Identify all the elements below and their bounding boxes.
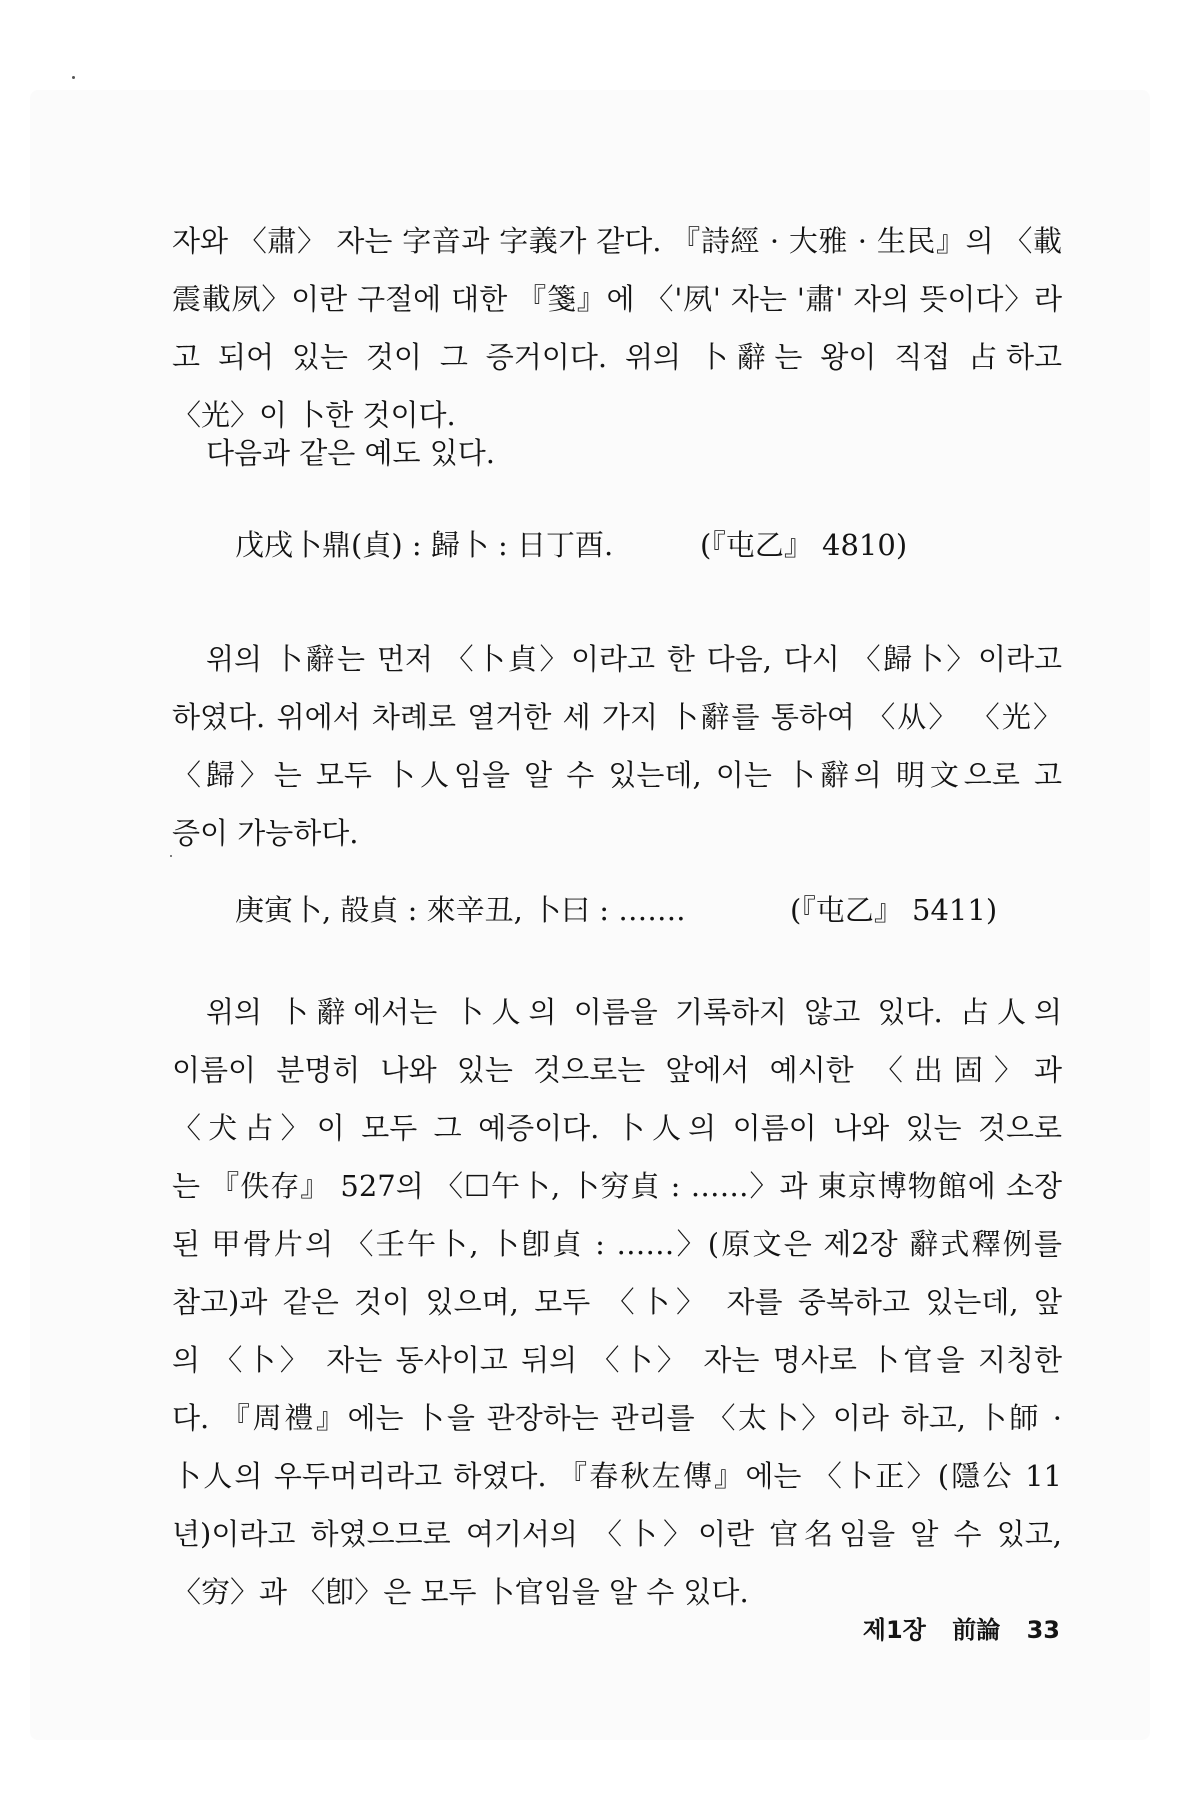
text-line: 卜人의 우두머리라고 하였다. 『春秋左傳』에는 〈卜正〉(隱公 11: [172, 1459, 1062, 1493]
citation-source: (『屯乙』 5411): [790, 893, 998, 927]
paragraph-1: [172, 212, 1062, 444]
text-line: 된 甲骨片의 〈壬午卜, 卜卽貞 : ……〉(原文은 제2장 辭式釋例를: [172, 1227, 1062, 1261]
text-line: 〈犬占〉이 모두 그 예증이다. 卜人의 이름이 나와 있는 것으로: [172, 1111, 1062, 1145]
text-line: 위의 卜辭는 먼저 〈卜貞〉이라고 한 다음, 다시 〈歸卜〉이라고: [206, 642, 1062, 676]
oracle-inscription: 庚寅卜, 㱿貞 : 來辛丑, 卜曰 : …….: [235, 893, 686, 927]
text-line: 위의 卜辭에서는 卜人의 이름을 기록하지 않고 있다. 占人의: [206, 995, 1062, 1029]
text-line: 다. 『周禮』에는 卜을 관장하는 관리를 〈太卜〉이라 하고, 卜師 ·: [172, 1401, 1062, 1435]
page-footer: [863, 1610, 1060, 1645]
text-line: 년)이라고 하였으므로 여기서의 〈卜〉이란 官名임을 알 수 있고,: [172, 1517, 1062, 1551]
scan-speck: [72, 76, 75, 79]
paragraph-3: [172, 630, 1062, 862]
text-line: 참고)과 같은 것이 있으며, 모두 〈卜〉 자를 중복하고 있는데, 앞: [172, 1285, 1062, 1319]
text-line: 다음과 같은 예도 있다.: [206, 436, 495, 470]
chapter-title: 前論: [952, 1616, 1001, 1644]
oracle-inscription: 戊戌卜鼎(貞) : 歸卜 : 日丁酉.: [235, 528, 614, 562]
text-line: 하였다. 위에서 차례로 열거한 세 가지 卜辭를 통하여 〈从〉 〈光〉: [172, 700, 1062, 734]
text-line: 震載夙〉이란 구절에 대한 『箋』에 〈'夙' 자는 '肅' 자의 뜻이다〉라: [172, 282, 1062, 316]
text-line: 〈穷〉과 〈卽〉은 모두 卜官임을 알 수 있다.: [172, 1575, 749, 1609]
paragraph-2: [172, 424, 1062, 482]
paragraph-4: [172, 983, 1062, 1621]
text-line: 의 〈卜〉 자는 동사이고 뒤의 〈卜〉 자는 명사로 卜官을 지칭한: [172, 1343, 1062, 1377]
text-line: 는 『佚存』 527의 〈☐午卜, 卜穷貞 : ……〉과 東京博物館에 소장: [172, 1169, 1062, 1203]
text-line: 증이 가능하다.: [172, 816, 359, 850]
text-line: 이름이 분명히 나와 있는 것으로는 앞에서 예시한 〈出固〉과: [172, 1053, 1062, 1087]
text-line: 고 되어 있는 것이 그 증거이다. 위의 卜辭는 왕이 직접 占하고: [172, 340, 1062, 374]
text-line: 〈光〉이 卜한 것이다.: [172, 398, 456, 432]
page-number: 33: [1026, 1616, 1060, 1644]
citation-source: (『屯乙』 4810): [700, 528, 908, 562]
text-line: 자와 〈肅〉 자는 字音과 字義가 같다. 『詩經 · 大雅 · 生民』의 〈載: [172, 224, 1062, 258]
text-line: 〈歸〉는 모두 卜人임을 알 수 있는데, 이는 卜辭의 明文으로 고: [172, 758, 1062, 792]
oracle-example-1: [235, 525, 935, 565]
oracle-example-2: [235, 890, 998, 930]
chapter-label: 제1장: [862, 1616, 926, 1644]
